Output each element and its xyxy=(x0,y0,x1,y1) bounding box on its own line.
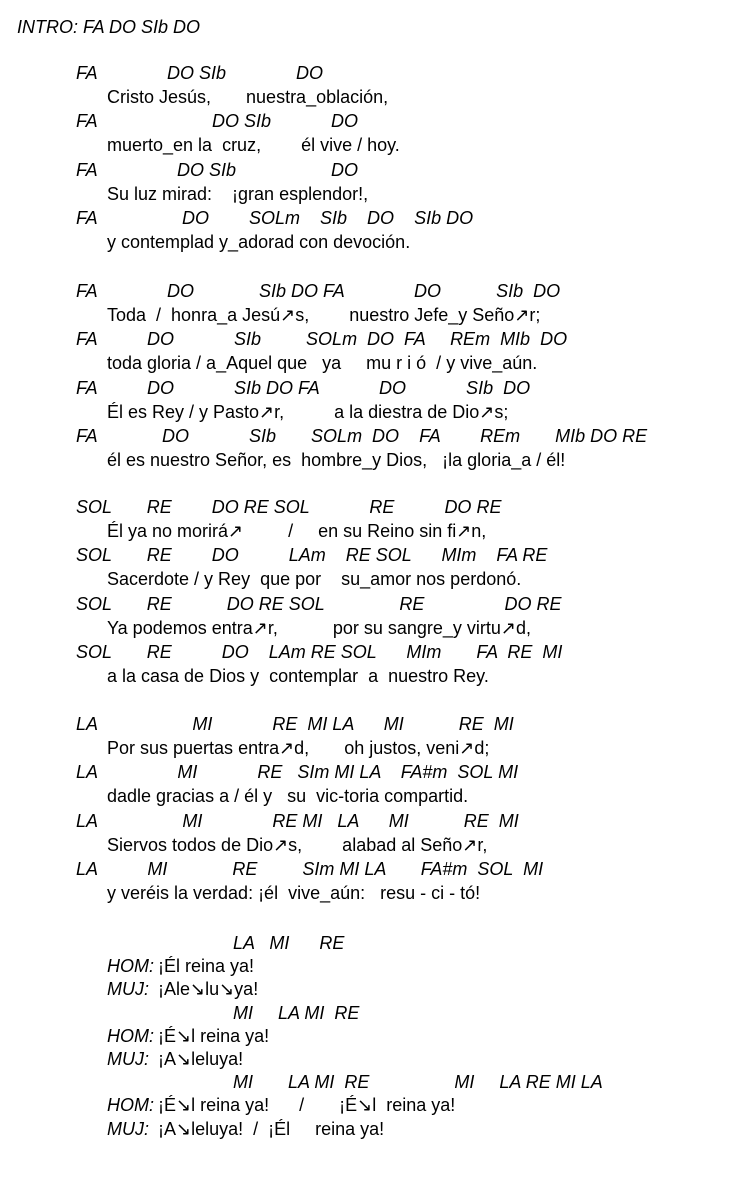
lyric-line: a la casa de Dios y contemplar a nuestro Rey. xyxy=(107,666,489,687)
role-label: HOM: xyxy=(107,1025,154,1046)
lyric-line: ¡Él reina ya! xyxy=(158,956,255,977)
lyric-line: Él ya no morirá↗ / en su Reino sin fi↗n, xyxy=(107,521,487,541)
role-label: MUJ: xyxy=(107,1118,149,1139)
lyric-line: ¡Ale↘lu↘ya! xyxy=(158,979,259,1000)
chord-line: LA MI RE MI LA MI RE MI xyxy=(76,810,519,831)
lyric-line: Su luz mirad: ¡gran esplendor!, xyxy=(107,183,369,204)
intro-line: INTRO: FA DO SIb DO xyxy=(17,17,201,37)
chord-line: SOL RE DO RE SOL RE DO RE xyxy=(76,497,502,517)
lyric-line: Él es Rey / y Pasto↗r, a la diestra de Dio↗s; xyxy=(107,401,509,422)
chord-line: SOL RE DO LAm RE SOL MIm FA RE xyxy=(76,545,548,566)
chord-line: MI LA MI RE MI LA RE MI LA xyxy=(218,1072,603,1093)
lyric-line: ¡A↘leluya! / ¡Él reina ya! xyxy=(158,1118,385,1139)
lyric-line: Siervos todos de Dio↗s, alabad al Seño↗r, xyxy=(107,834,488,855)
lyric-line: Cristo Jesús, nuestra_oblación, xyxy=(107,87,389,107)
chord-line: LA MI RE SIm MI LA FA#m SOL MI xyxy=(76,762,519,783)
lyric-line: ¡A↘leluya! xyxy=(158,1049,244,1069)
chord-line: FA DO SOLm SIb DO SIb DO xyxy=(76,208,474,229)
chord-line: FA DO SIb DO FA DO SIb DO xyxy=(76,281,561,301)
chord-line: FA DO SIb DO xyxy=(76,111,359,132)
role-label: HOM: xyxy=(107,956,154,977)
lyric-line: toda gloria / a_Aquel que ya mu r i ó / y vive_aún. xyxy=(107,353,538,374)
lyric-line: y contemplad y_adorad con devoción. xyxy=(107,232,411,253)
role-label: HOM: xyxy=(107,1095,154,1116)
lyric-line: ¡É↘l reina ya! xyxy=(158,1025,270,1046)
chord-line: LA MI RE MI LA MI RE MI xyxy=(76,714,514,734)
lyric-line: ¡É↘l reina ya! / ¡É↘l reina ya! xyxy=(158,1095,456,1116)
role-label: MUJ: xyxy=(107,1049,149,1069)
chord-line: FA DO SIb DO xyxy=(76,159,359,180)
chord-line: FA DO SIb DO xyxy=(76,63,324,83)
lyric-line: Por sus puertas entra↗d, oh justos, veni↗d; xyxy=(107,738,490,758)
chord-line: SOL RE DO RE SOL RE DO RE xyxy=(76,593,562,614)
role-label: MUJ: xyxy=(107,979,149,1000)
chord-line: FA DO SIb SOLm DO FA REm MIb DO xyxy=(76,329,568,350)
chord-line: MI LA MI RE xyxy=(218,1002,360,1023)
chord-line: FA DO SIb SOLm DO FA REm MIb DO RE xyxy=(76,426,648,447)
chord-line: LA MI RE SIm MI LA FA#m SOL MI xyxy=(76,859,544,880)
lyric-line: muerto_en la cruz, él vive / hoy. xyxy=(107,135,400,156)
lyric-line: él es nuestro Señor, es hombre_y Dios, ¡la gloria_a / él! xyxy=(107,450,566,471)
lyric-line: Ya podemos entra↗r, por su sangre_y virtu↗d, xyxy=(107,617,532,638)
chord-line: LA MI RE xyxy=(218,933,345,953)
lyric-line: Sacerdote / y Rey que por su_amor nos perdonó. xyxy=(107,569,522,590)
lyric-line: y veréis la verdad: ¡él vive_aún: resu - ci - tó! xyxy=(107,883,481,904)
lyric-line: Toda / honra_a Jesú↗s, nuestro Jefe_y Seño↗r; xyxy=(107,305,541,325)
lyric-line: dadle gracias a / él y su vic-toria compartid. xyxy=(107,786,469,807)
chord-line: FA DO SIb DO FA DO SIb DO xyxy=(76,377,531,398)
chord-line: SOL RE DO LAm RE SOL MIm FA RE MI xyxy=(76,642,563,663)
